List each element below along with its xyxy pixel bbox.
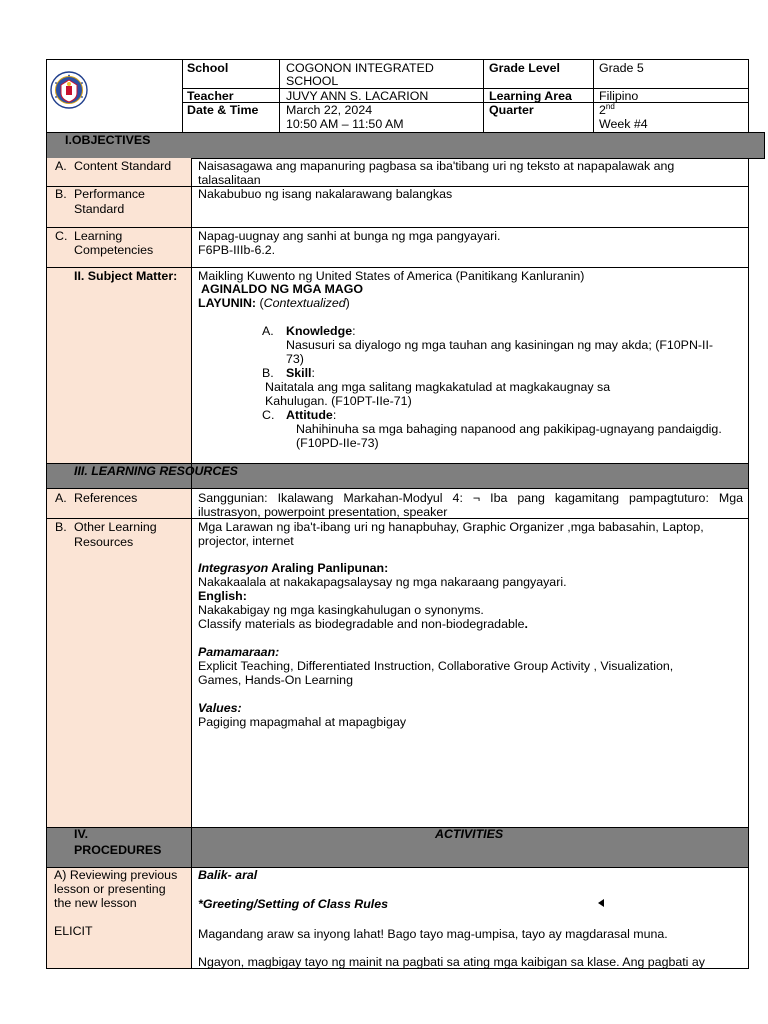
performance-standard-text: Nakabubuo ng isang nakalarawang balangkas [198,187,453,201]
layunin-label: LAYUNIN: [198,296,257,310]
greeting-paragraph [198,955,743,969]
pamamaraan-label: Pamamaraan: [198,645,280,659]
integrasyon-subject: Araling Panlipunan: [268,561,389,575]
pamamaraan-text-line2: Games, Hands-On Learning [198,673,353,687]
quarter-label: Quarter [489,103,534,117]
subject-matter-label: II. Subject Matter: [74,269,178,283]
balik-aral-heading: Balik- aral [198,868,258,882]
learning-area-value: Filipino [599,89,639,103]
attitude-colon: : [332,408,337,422]
knowledge-colon: : [352,324,356,338]
procedures-title-line1: IV. [74,827,89,841]
layunin-open-paren: ( [256,296,264,310]
content-standard-text: Naisasagawa ang mapanuring pagbasa sa iba'tibang uri ng teksto at napapalawak ang talasalitaan [198,159,675,187]
attitude-text-line1: Nahihinuha sa mga bahaging napanood ang pakikipag-ugnayang pandaigdig. [296,422,722,436]
english-label: English: [198,589,247,603]
elicit-label: ELICIT [54,924,93,938]
deped-seal-logo [50,71,88,109]
integrasyon-label: Integrasyon [198,561,269,575]
prayer-paragraph: Magandang araw sa inyong lahat! Bago tayo mag-umpisa, tayo ay magdarasal muna. [198,927,668,941]
values-text: Pagiging mapagmahal at mapagbigay [198,715,407,729]
learning-competencies-letter: C. [55,229,68,243]
skill-text-line2: Kahulugan. (F10PT-IIe-71) [265,394,412,408]
performance-standard-label-line2: Standard [74,202,125,216]
story-title: AGINALDO NG MGA MAGO [201,282,363,296]
school-value-line1: COGONON INTEGRATED [286,61,434,75]
english-text-line2 [198,617,528,631]
attitude-heading [286,408,336,422]
references-text: Sanggunian: Ikalawang Markahan-Modyul 4: ¬ Iba pang kagamitang pampagtuturo: Mga ilustrasyon, powerpoint presentation, speaker [198,491,743,519]
layunin-contextualized: Contextualized [263,296,346,310]
content-standard-letter: A. [55,159,67,173]
layunin-close-paren: ) [345,296,350,310]
quarter-number: 2 [599,103,606,117]
procedures-title-line2: PROCEDURES [74,843,162,857]
english-text-line2-body: Classify materials as biodegradable and non-biodegradable [198,617,525,631]
layunin-line [198,296,350,310]
greeting-heading: *Greeting/Setting of Class Rules [198,897,389,911]
school-label: School [187,61,229,75]
attitude-text-line2: (F10PD-IIe-73) [296,436,379,450]
integrasyon-heading [198,561,388,575]
quarter-suffix: nd [605,101,615,111]
activities-title: ACTIVITIES [435,827,504,841]
subject-matter-line1: Maikling Kuwento ng United States of America (Panitikang Kanluranin) [198,269,585,283]
subject-matter-label-cell [47,268,191,463]
attitude-label: Attitude [286,408,333,422]
resources-title: III. LEARNING RESOURCES [74,464,238,478]
objectives-title: I.OBJECTIVES [65,133,151,147]
other-resources-label-cell [47,519,191,827]
reviewing-label-line2: lesson or presenting [54,882,166,896]
skill-letter: B. [262,366,274,380]
grade-level-label: Grade Level [489,61,560,75]
week-value: Week #4 [599,117,648,131]
knowledge-heading [286,324,356,338]
date-value: March 22, 2024 [286,103,373,117]
learning-competencies-text-line1: Napag-uugnay ang sanhi at bunga ng mga pangyayari. [198,229,501,243]
integrasyon-text: Nakakaalala at nakakapagsalaysay ng mga nakaraang pangyayari. [198,575,567,589]
teacher-value: JUVY ANN S. LACARION [286,89,429,103]
knowledge-text-line1: Nasusuri sa diyalogo ng mga tauhan ang kasiningan ng may akda; (F10PN-II- [286,338,714,352]
triangle-marker-icon [597,897,605,907]
grade-level-value: Grade 5 [599,61,644,75]
content-standard-label: Content Standard [74,159,172,173]
skill-label: Skill [286,366,312,380]
values-label: Values: [198,701,242,715]
greeting-paragraph-text: Ngayon, magbigay tayo ng mainit na pagbati sa ating mga kaibigan sa klase. Ang pagbati ay [198,955,705,969]
knowledge-label: Knowledge [286,324,353,338]
other-resources-label-line1: Other Learning [74,520,157,534]
date-time-label: Date & Time [187,103,259,117]
learning-competencies-code: F6PB-IIIb-6.2. [198,243,276,257]
objectives-header-bar [46,132,765,159]
attitude-letter: C. [262,408,275,422]
pamamaraan-text-line1: Explicit Teaching, Differentiated Instruction, Collaborative Group Activity , Visualization, [198,659,674,673]
other-resources-text-line1: Mga Larawan ng iba't-ibang uri ng hanapbuhay, Graphic Organizer ,mga babasahin, Laptop, [198,520,704,534]
time-value: 10:50 AM – 11:50 AM [286,117,404,131]
learning-competencies-label-line1: Learning [74,229,123,243]
learning-competencies-label-line2: Competencies [74,243,154,257]
skill-text-line1: Naitatala ang mga salitang magkakatulad at magkakaugnay sa [265,380,611,394]
other-resources-label-line2: Resources [74,535,134,549]
learning-area-label: Learning Area [489,89,572,103]
school-value-line2: SCHOOL [286,74,339,88]
quarter-value [599,103,615,117]
references-label: References [74,491,138,505]
knowledge-letter: A. [262,324,274,338]
other-resources-letter: B. [55,520,67,534]
english-text-line1: Nakakabigay ng mga kasingkahulugan o synonyms. [198,603,484,617]
performance-standard-letter: B. [55,187,67,201]
skill-colon: : [311,366,315,380]
reviewing-label-line1: A) Reviewing previous [54,868,178,882]
performance-standard-label-line1: Performance [74,187,145,201]
skill-heading [286,366,315,380]
english-text-line2-dot: . [524,617,528,631]
reviewing-label-line3: the new lesson [54,896,137,910]
teacher-label: Teacher [187,89,234,103]
knowledge-text-line2: 73) [286,352,304,366]
other-resources-text-line2: projector, internet [198,534,294,548]
references-letter: A. [55,491,67,505]
